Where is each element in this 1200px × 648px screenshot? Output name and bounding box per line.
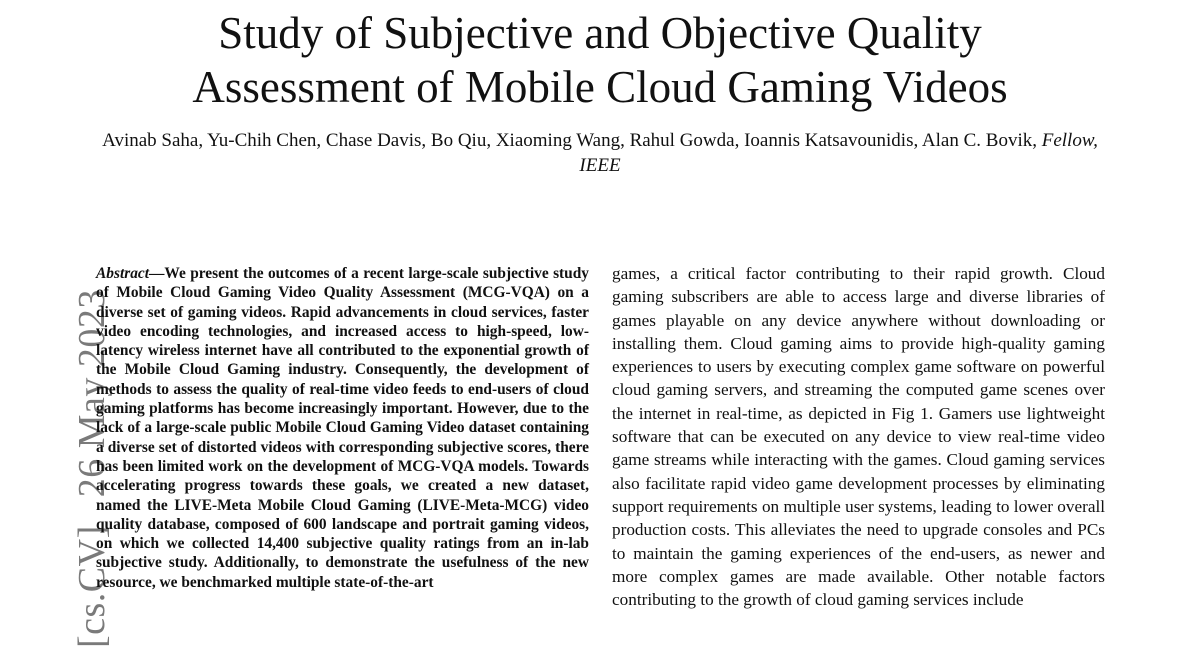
title-line-2: Assessment of Mobile Cloud Gaming Videos bbox=[192, 62, 1008, 112]
body-column-2: games, a critical factor contributing to their rapid growth. Cloud gaming subscribers are able to access large and diverse libraries of games playable on any device anywhere without downloading or installing them. Cloud gaming aims to provide high-quality gaming experiences to users by executing complex game software on powerful cloud gaming servers, and streaming the computed game scenes over the internet in real-time, as depicted in Fig 1. Gamers use lightweight software that can be executed on any device to view real-time video game streams while interacting with the games. Cloud gaming services also facilitate rapid video game development processes by eliminating support requirements on multiple user systems, leading to lower overall production costs. This alleviates the need to upgrade consoles and PCs to maintain the gaming experiences of the end-users, as newer and more complex games are made available. Other notable factors contributing to the growth of cloud gaming services include bbox=[612, 264, 1105, 610]
author-names: Avinab Saha, Yu-Chih Chen, Chase Davis, Bo Qiu, Xiaoming Wang, Rahul Gowda, Ioannis Katsavounidis, Alan C. Bovik, bbox=[102, 130, 1042, 151]
abstract-label: Abstract bbox=[96, 265, 150, 282]
abstract-text: —We present the outcomes of a recent large-scale subjective study of Mobile Cloud Gaming Video Quality Assessment (MCG-VQA) on a diverse set of gaming videos. Rapid advancements in cloud services, faster video encoding technologies, and increased access to high-speed, low-latency wireless internet have all contributed to the exponential growth of the Mobile Cloud Gaming industry. Consequently, the development of methods to assess the quality of real-time video feeds to end-users of cloud gaming platforms has become increasingly important. However, due to the lack of a large-scale public Mobile Cloud Gaming Video dataset containing a diverse set of distorted videos with corresponding subjective scores, there has been limited work on the development of MCG-VQA models. Towards accelerating progress towards these goals, we created a new dataset, named the LIVE-Meta Mobile Cloud Gaming (LIVE-Meta-MCG) video quality database, composed of 600 landscape and portrait gaming videos, on which we collected 14,400 subjective quality ratings from an in-lab subjective study. Additionally, to demonstrate the usefulness of the new resource, we benchmarked multiple state-of-the-art bbox=[96, 265, 589, 591]
arxiv-date: 26 May 2023 bbox=[71, 289, 113, 498]
author-list bbox=[100, 128, 1100, 178]
author-suffix: Fellow, IEEE bbox=[579, 130, 1098, 176]
paper-title bbox=[100, 6, 1100, 114]
arxiv-category: [cs.CV] bbox=[71, 525, 113, 648]
title-line-1: Study of Subjective and Objective Quality bbox=[218, 8, 982, 58]
abstract bbox=[96, 264, 589, 592]
